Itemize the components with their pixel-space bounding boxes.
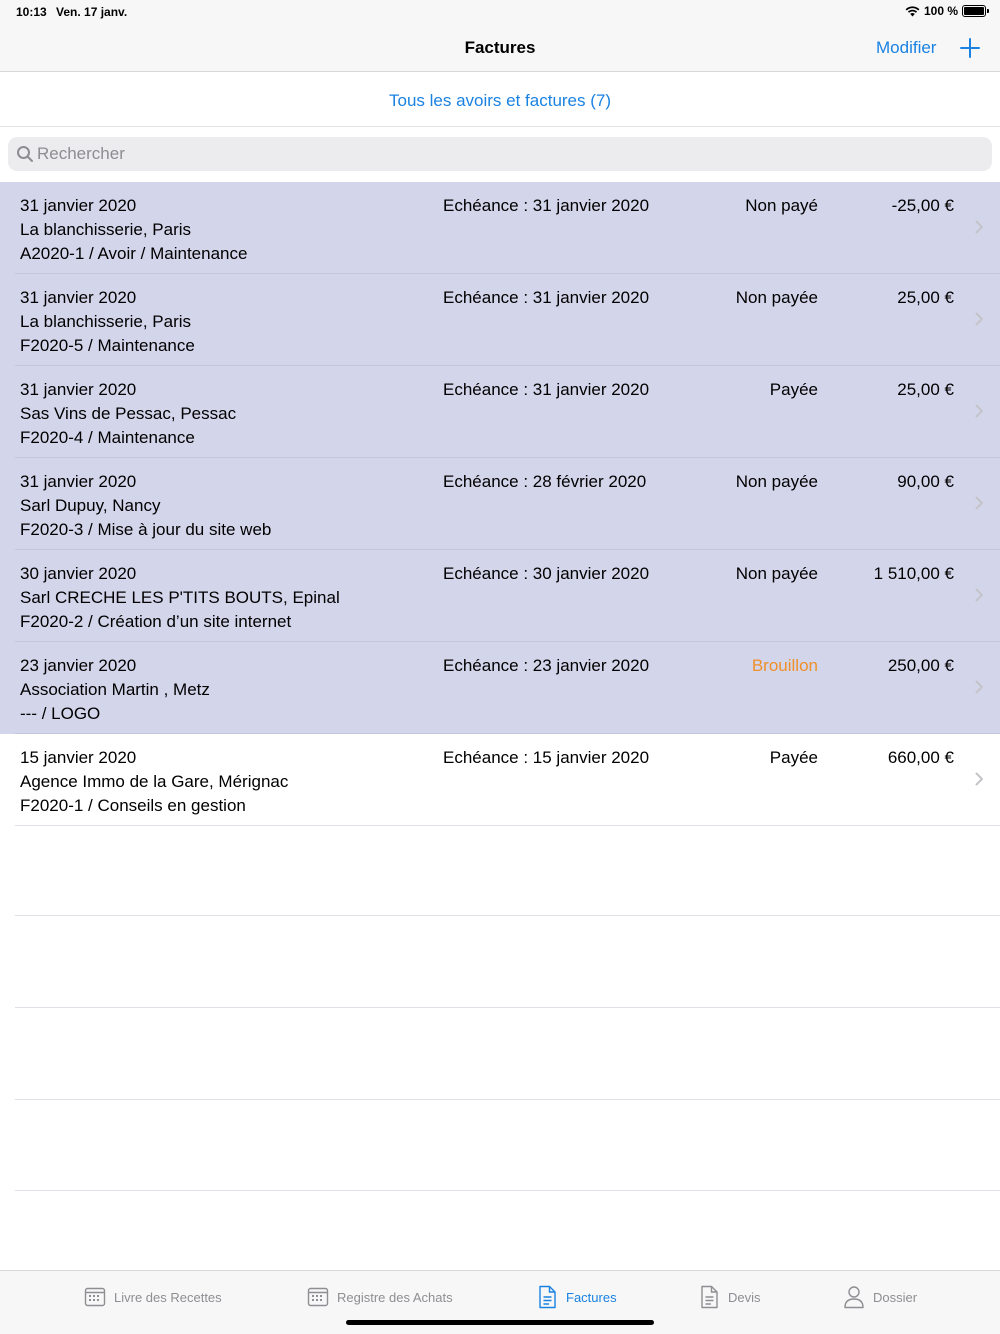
invoice-due-date: Echéance : 31 janvier 2020 [443, 288, 650, 307]
chevron-right-icon [975, 772, 984, 786]
battery-percent: 100 % [923, 4, 958, 18]
invoice-client: Sas Vins de Pessac, Pessac [20, 404, 237, 423]
invoice-client: Sarl CRECHE LES P'TITS BOUTS, Epinal [20, 588, 340, 607]
invoice-reference: F2020-2 / Création d’un site internet [20, 612, 292, 631]
invoice-status: Brouillon [751, 656, 818, 675]
tab-dossier[interactable] [843, 1285, 917, 1309]
invoice-status: Non payée [735, 288, 818, 307]
invoice-reference: F2020-5 / Maintenance [20, 336, 195, 355]
invoice-client: La blanchisserie, Paris [20, 220, 192, 239]
filter-selector[interactable] [0, 73, 1000, 127]
invoice-amount: 90,00 € [897, 472, 954, 491]
document-icon [536, 1285, 558, 1309]
tab-label: Devis [728, 1289, 761, 1305]
status-time: 10:13 [16, 5, 47, 19]
invoice-reference: F2020-4 / Maintenance [20, 428, 195, 447]
invoice-date: 31 janvier 2020 [20, 288, 137, 307]
separator [15, 1007, 1000, 1008]
status-bar [0, 0, 1000, 24]
invoice-amount: 250,00 € [887, 656, 954, 675]
invoice-row[interactable] [0, 734, 1000, 826]
navigation-bar [0, 24, 1000, 72]
tab-livre-des-recettes[interactable] [84, 1285, 222, 1309]
invoice-amount: 660,00 € [887, 748, 954, 767]
invoice-reference: F2020-3 / Mise à jour du site web [20, 520, 272, 539]
invoice-due-date: Echéance : 15 janvier 2020 [443, 748, 650, 767]
tab-factures[interactable] [536, 1285, 617, 1309]
invoice-amount: 1 510,00 € [873, 564, 954, 583]
invoice-row[interactable] [0, 642, 1000, 734]
invoice-status: Non payée [735, 472, 818, 491]
invoice-date: 31 janvier 2020 [20, 472, 137, 491]
chevron-right-icon [975, 496, 984, 510]
invoice-reference: A2020-1 / Avoir / Maintenance [20, 244, 248, 263]
separator [15, 915, 1000, 916]
invoice-date: 23 janvier 2020 [20, 656, 137, 675]
tab-devis[interactable] [698, 1285, 761, 1309]
chevron-right-icon [975, 404, 984, 418]
separator [15, 1099, 1000, 1100]
plus-icon[interactable] [958, 36, 982, 60]
invoice-row[interactable] [0, 274, 1000, 366]
invoice-client: Agence Immo de la Gare, Mérignac [20, 772, 289, 791]
calendar-icon [307, 1285, 329, 1309]
chevron-right-icon [975, 312, 984, 326]
document-icon [698, 1285, 720, 1309]
tab-label: Registre des Achats [337, 1289, 453, 1305]
person-icon [843, 1285, 865, 1309]
invoice-due-date: Echéance : 23 janvier 2020 [443, 656, 650, 675]
tab-label: Livre des Recettes [114, 1289, 222, 1305]
invoice-amount: -25,00 € [891, 196, 954, 215]
edit-button[interactable]: Modifier [876, 38, 937, 57]
invoice-due-date: Echéance : 30 janvier 2020 [443, 564, 650, 583]
invoice-status: Non payé [745, 196, 818, 215]
separator [15, 1190, 1000, 1191]
chevron-right-icon [975, 680, 984, 694]
tab-label: Factures [566, 1289, 617, 1305]
invoice-amount: 25,00 € [897, 288, 954, 307]
wifi-icon [905, 5, 920, 17]
chevron-right-icon [975, 588, 984, 602]
invoice-status: Payée [769, 380, 818, 399]
chevron-right-icon [975, 220, 984, 234]
invoice-date: 15 janvier 2020 [20, 748, 137, 767]
invoice-row[interactable] [0, 182, 1000, 274]
invoice-due-date: Echéance : 31 janvier 2020 [443, 196, 650, 215]
invoice-list [0, 182, 1000, 826]
invoice-client: Sarl Dupuy, Nancy [20, 496, 161, 515]
home-indicator [346, 1320, 654, 1325]
tab-label: Dossier [873, 1289, 918, 1305]
invoice-amount: 25,00 € [897, 380, 954, 399]
invoice-date: 30 janvier 2020 [20, 564, 137, 583]
invoice-due-date: Echéance : 31 janvier 2020 [443, 380, 650, 399]
battery-icon [962, 5, 986, 17]
invoice-date: 31 janvier 2020 [20, 380, 137, 399]
invoice-reference: F2020-1 / Conseils en gestion [20, 796, 246, 815]
page-title: Factures [464, 38, 536, 57]
search-input[interactable] [37, 141, 977, 167]
status-date: Ven. 17 janv. [56, 5, 128, 19]
invoice-client: Association Martin , Metz [20, 680, 210, 699]
filter-label[interactable]: Tous les avoirs et factures (7) [388, 91, 612, 110]
tab-registre-des-achats[interactable] [307, 1285, 453, 1309]
invoice-row[interactable] [0, 366, 1000, 458]
invoice-reference: --- / LOGO [20, 704, 101, 723]
invoice-client: La blanchisserie, Paris [20, 312, 192, 331]
invoice-row[interactable] [0, 458, 1000, 550]
calendar-icon [84, 1285, 106, 1309]
invoice-row[interactable] [0, 550, 1000, 642]
invoice-status: Non payée [735, 564, 818, 583]
invoice-status: Payée [769, 748, 818, 767]
invoice-date: 31 janvier 2020 [20, 196, 137, 215]
search-bar[interactable] [8, 137, 992, 171]
invoice-due-date: Echéance : 28 février 2020 [443, 472, 647, 491]
search-icon [16, 145, 34, 163]
